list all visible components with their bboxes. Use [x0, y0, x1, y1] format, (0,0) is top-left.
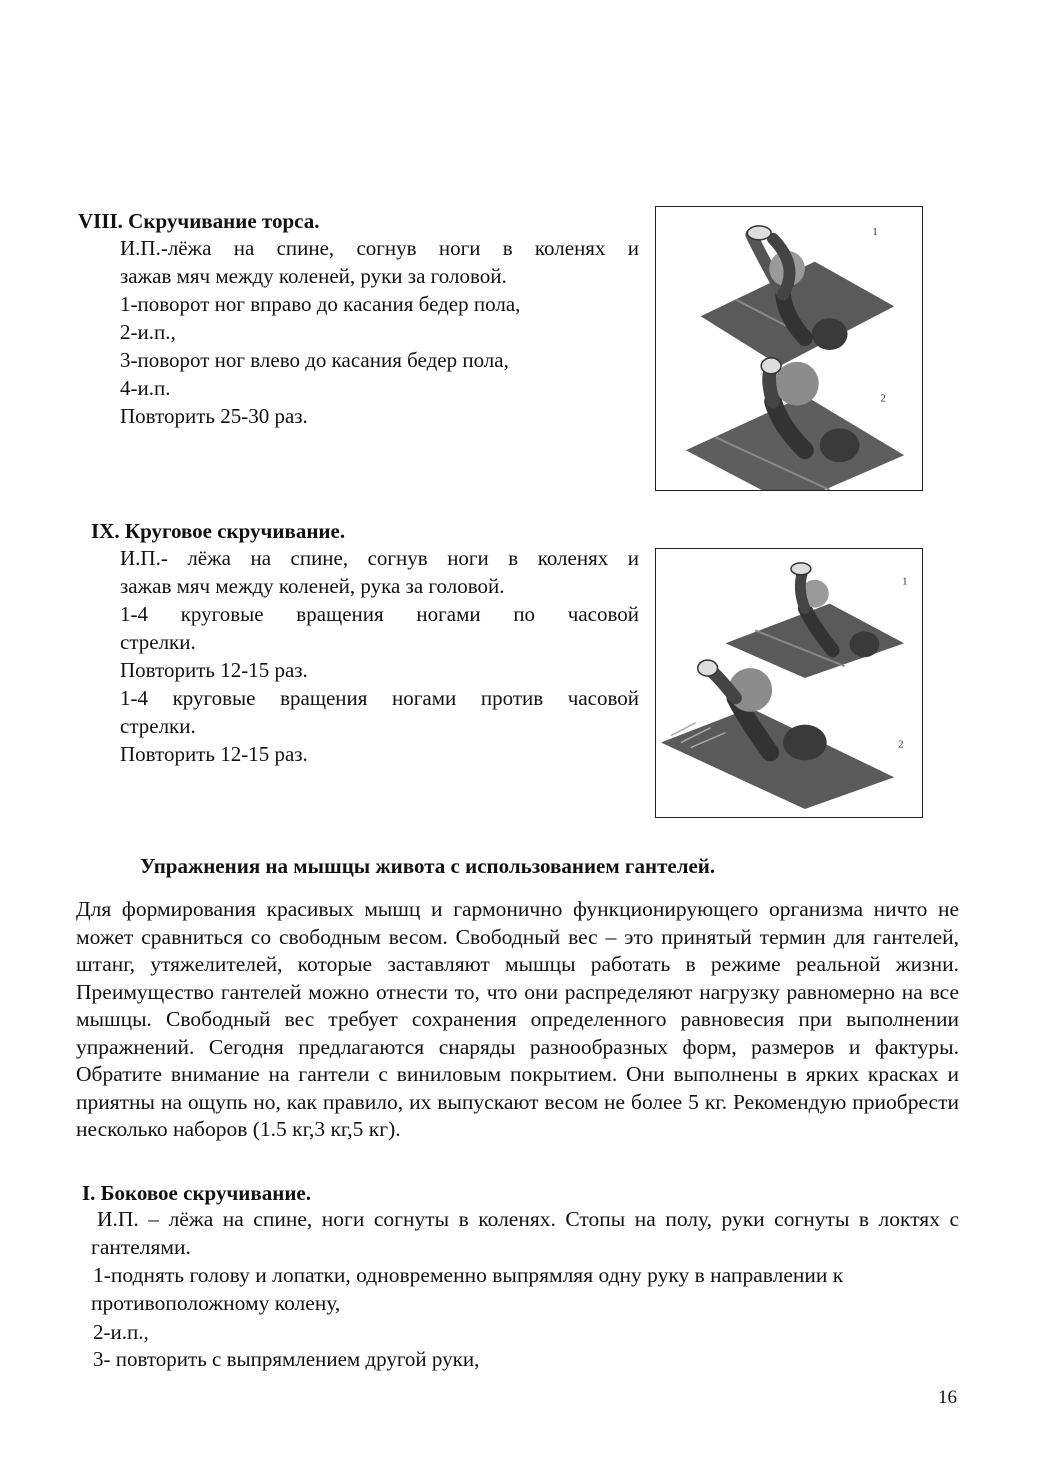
section-1-step-3: 3- повторить с выпрямлением другой руки,: [93, 1347, 480, 1371]
exercise-illustration-circular-twist: [656, 549, 922, 817]
section-9-repeat-1: Повторить 12-15 раз.: [120, 658, 308, 682]
section-8-repeat: Повторить 25-30 раз.: [120, 404, 308, 428]
section-8-title: VIII. Скручивание торса.: [78, 209, 320, 233]
section-9-repeat-2: Повторить 12-15 раз.: [120, 742, 308, 766]
section-9-line-2: зажав мяч между коленей, рука за головой.: [120, 574, 505, 598]
section-8-illustration: [655, 206, 923, 491]
section-9-line-5: 1-4 круговые вращения ногами против часовой: [120, 686, 639, 710]
dumbbells-paragraph: Для формирования красивых мышц и гармонично функционирующего организма ничто не может сравниться со свободным весом. Свободный вес – это принятый термин для гантелей, штанг, утяжелителей, которые заставляют мышцы работать в режиме реальной жизни. Преимущество гантелей можно отнести то, что они распределяют нагрузку равномерно на все мышцы. Свободный вес требует сохранения определенного равновесия при выполнении упражнений. Сегодня предлагаются снаряды разнообразных форм, размеров и фактуры. Обратите внимание на гантели с виниловым покрытием. Они выполнены в ярких красках и приятны на ощупь но, как правило, их выпускают весом не более 5 кг. Рекомендую приобрести несколько наборов (1.5 кг,3 кг,5 кг).: [76, 897, 959, 1141]
exercise-illustration-torso-twist: [656, 207, 922, 490]
section-8-step-2: 2-и.п.,: [120, 320, 176, 344]
section-9-title: IX. Круговое скручивание.: [91, 519, 346, 543]
section-1-step-2: 2-и.п.,: [93, 1320, 149, 1344]
section-8-line-2: зажав мяч между коленей, руки за головой.: [120, 264, 507, 288]
section-9-line-3: 1-4 круговые вращения ногами по часовой: [120, 602, 639, 626]
section-1-para-1: И.П. – лёжа на спине, ноги согнуты в коленях. Стопы на полу, руки согнуты в локтях с гантелями.: [91, 1207, 959, 1259]
figure-label-1: 1: [902, 575, 908, 588]
section-9-line-4: стрелки.: [120, 630, 196, 654]
section-8-line-1: И.П.-лёжа на спине, согнув ноги в коленях и: [120, 236, 639, 260]
figure-label-2: 2: [898, 738, 904, 751]
section-9-line-1: И.П.- лёжа на спине, согнув ноги в коленях и: [120, 546, 639, 570]
section-8-step-1: 1-поворот ног вправо до касания бедер пола,: [120, 292, 521, 316]
section-1-para-2: 1-поднять голову и лопатки, одновременно выпрямляя одну руку в направлении к противоположному колену,: [91, 1263, 844, 1315]
section-9-line-6: стрелки.: [120, 714, 196, 738]
section-8-step-4: 4-и.п.: [120, 376, 171, 400]
dumbbells-heading: Упражнения на мышцы живота с использованием гантелей.: [140, 854, 716, 878]
figure-label-1: 1: [872, 225, 878, 238]
section-1-title: I. Боковое скручивание.: [82, 1181, 312, 1205]
section-9-illustration: [655, 548, 923, 818]
figure-label-2: 2: [880, 392, 886, 405]
section-8-step-3: 3-поворот ног влево до касания бедер пола,: [120, 348, 509, 372]
page-number: 16: [938, 1387, 957, 1408]
